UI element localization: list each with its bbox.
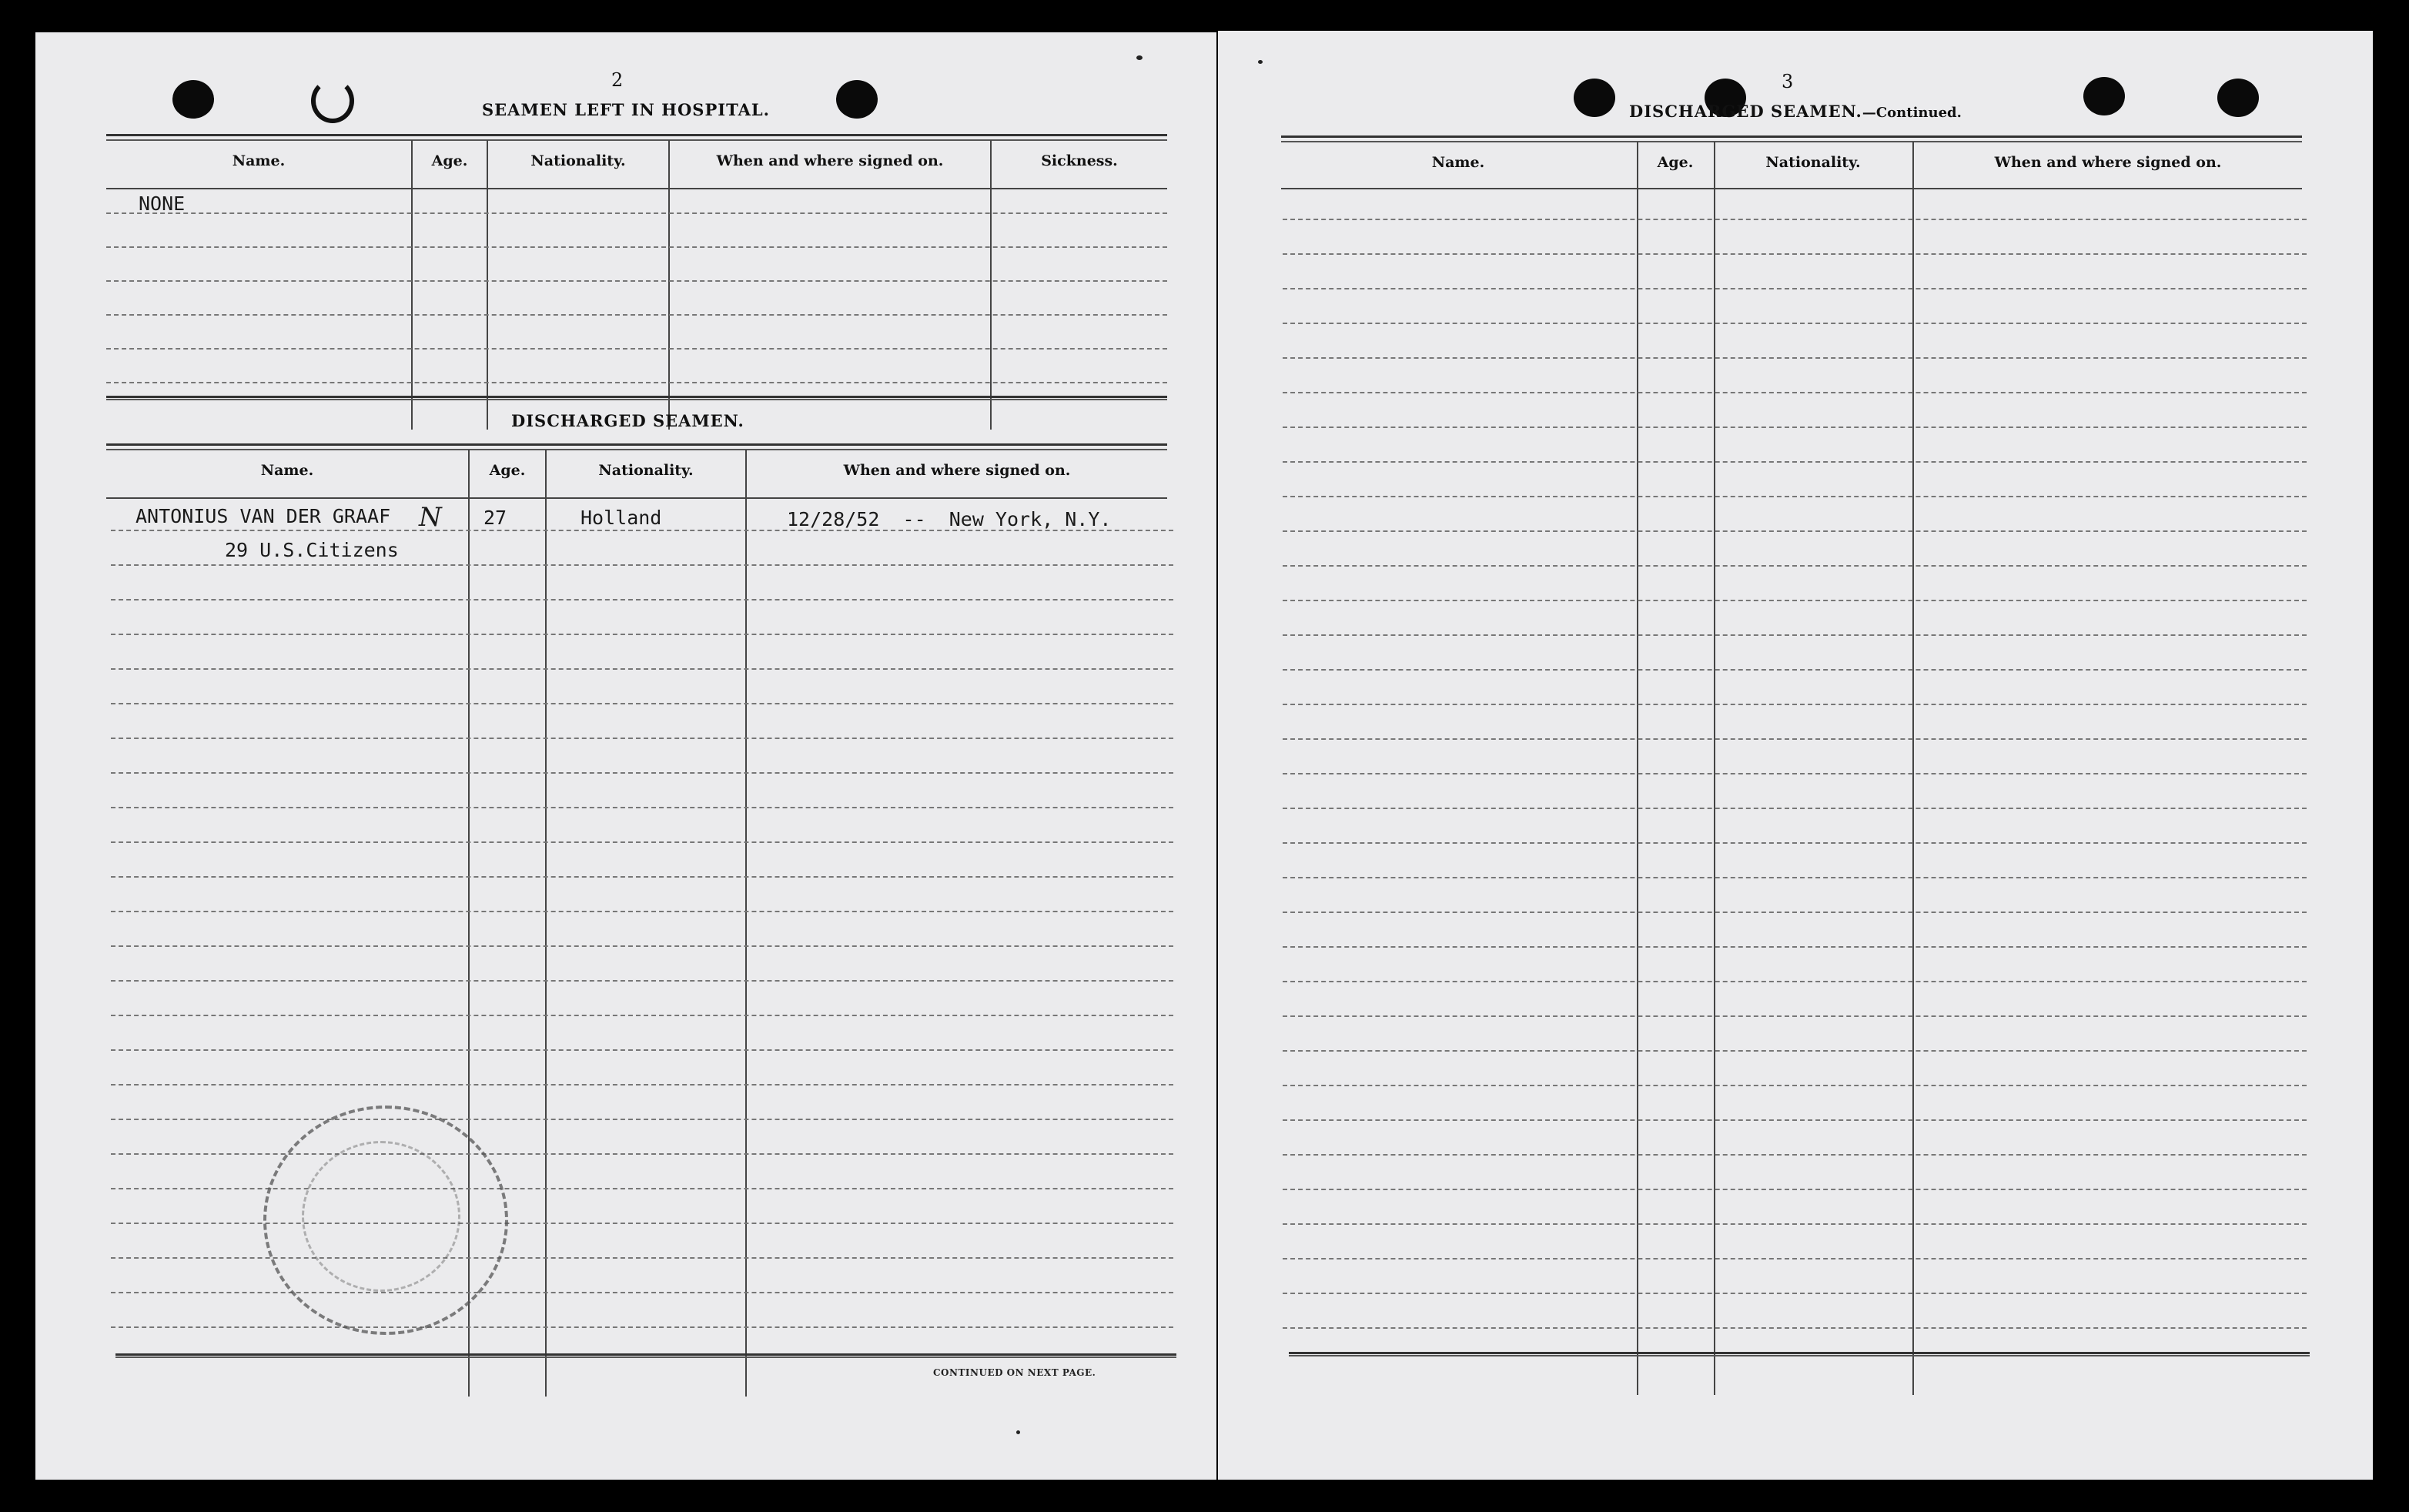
citizens-note: 29 U.S.Citizens bbox=[225, 539, 399, 561]
page-number: 2 bbox=[611, 69, 624, 91]
table-row bbox=[111, 772, 1173, 774]
title-main: DISCHARGED SEAMEN. bbox=[1629, 102, 1862, 121]
col-header-age: Age. bbox=[1657, 154, 1694, 171]
table-row bbox=[1283, 288, 2307, 289]
punch-hole bbox=[172, 80, 214, 119]
punch-hole bbox=[1574, 79, 1615, 117]
col-header-signed-on: When and where signed on. bbox=[716, 152, 944, 169]
header-underline bbox=[1281, 188, 2302, 189]
table-row bbox=[1283, 323, 2307, 324]
col-header-name: Name. bbox=[260, 462, 314, 479]
column-divider bbox=[1912, 142, 1914, 1395]
table-row bbox=[1283, 496, 2307, 497]
table-row bbox=[1283, 1258, 2307, 1259]
table-row bbox=[1283, 773, 2307, 774]
table-row bbox=[1283, 634, 2307, 636]
table-row bbox=[106, 280, 1167, 282]
ink-speck bbox=[1016, 1430, 1020, 1434]
table-row bbox=[1283, 253, 2307, 255]
discharged-section-title: DISCHARGED SEAMEN. bbox=[511, 411, 744, 430]
table-row bbox=[1283, 1154, 2307, 1156]
col-header-nationality: Nationality. bbox=[598, 462, 694, 479]
table-row bbox=[111, 668, 1173, 670]
table-row bbox=[1283, 427, 2307, 428]
right-page bbox=[1218, 31, 2373, 1480]
hospital-section-title: SEAMEN LEFT IN HOSPITAL. bbox=[482, 100, 770, 119]
seaman-name: ANTONIUS VAN DER GRAAF bbox=[136, 505, 391, 527]
table-row bbox=[1283, 461, 2307, 463]
seaman-age: 27 bbox=[483, 507, 507, 529]
table-row bbox=[1283, 946, 2307, 948]
hospital-header-underline bbox=[106, 188, 1167, 189]
col-header-name: Name. bbox=[232, 152, 286, 169]
table-row bbox=[1283, 530, 2307, 532]
page-number: 3 bbox=[1782, 71, 1794, 92]
hospital-bottom-rule bbox=[106, 396, 1167, 400]
bottom-rule bbox=[1289, 1352, 2310, 1356]
col-header-name: Name. bbox=[1431, 154, 1485, 171]
table-row bbox=[111, 703, 1173, 704]
table-row bbox=[111, 1326, 1173, 1328]
table-row bbox=[1283, 808, 2307, 809]
punch-hole bbox=[2083, 77, 2125, 115]
table-row bbox=[1283, 1189, 2307, 1190]
punch-hole bbox=[836, 80, 878, 119]
discharged-header-underline bbox=[106, 497, 1167, 499]
table-row bbox=[111, 634, 1173, 635]
table-row bbox=[111, 599, 1173, 600]
discharged-header-rule bbox=[106, 443, 1167, 450]
table-row bbox=[1283, 565, 2307, 567]
hospital-header-rule bbox=[106, 134, 1167, 141]
table-row bbox=[111, 1292, 1173, 1293]
col-header-sickness: Sickness. bbox=[1041, 152, 1118, 169]
left-page bbox=[35, 32, 1216, 1480]
seaman-signed-on: 12/28/52 -- New York, N.Y. bbox=[787, 508, 1112, 530]
hospital-entry: NONE bbox=[139, 192, 186, 215]
column-divider bbox=[990, 140, 992, 430]
col-header-age: Age. bbox=[489, 462, 526, 479]
table-row bbox=[111, 738, 1173, 739]
table-row bbox=[1283, 1293, 2307, 1294]
table-row bbox=[1283, 704, 2307, 705]
handwritten-mark: N bbox=[419, 502, 442, 533]
table-row bbox=[1283, 912, 2307, 913]
col-header-age: Age. bbox=[431, 152, 468, 169]
discharged-continued-title bbox=[1629, 102, 1962, 121]
discharged-bottom-rule bbox=[115, 1353, 1176, 1358]
seaman-nationality: Holland bbox=[581, 507, 662, 529]
table-row bbox=[1283, 738, 2307, 740]
table-row bbox=[111, 1049, 1173, 1051]
table-row bbox=[106, 246, 1167, 248]
table-row bbox=[1283, 1015, 2307, 1017]
table-row bbox=[111, 1015, 1173, 1016]
header-rule bbox=[1281, 135, 2302, 142]
title-suffix: —Continued. bbox=[1862, 105, 1962, 121]
table-row bbox=[1283, 219, 2307, 220]
table-row bbox=[106, 314, 1167, 316]
continued-note: CONTINUED ON NEXT PAGE. bbox=[933, 1367, 1096, 1378]
table-row bbox=[106, 382, 1167, 383]
table-row bbox=[111, 911, 1173, 912]
table-row bbox=[111, 564, 1173, 566]
table-row bbox=[111, 876, 1173, 878]
column-divider bbox=[411, 140, 413, 430]
table-row bbox=[1283, 1119, 2307, 1121]
table-row bbox=[111, 841, 1173, 843]
table-row bbox=[1283, 842, 2307, 844]
table-row bbox=[111, 1119, 1173, 1120]
punch-hole bbox=[2217, 79, 2259, 117]
table-row bbox=[1283, 600, 2307, 601]
table-row bbox=[1283, 981, 2307, 982]
col-header-signed-on: When and where signed on. bbox=[1994, 154, 2222, 171]
table-row bbox=[1283, 1050, 2307, 1052]
table-row bbox=[111, 980, 1173, 982]
table-row bbox=[111, 945, 1173, 947]
column-divider bbox=[545, 450, 547, 1397]
column-divider bbox=[487, 140, 488, 430]
table-row bbox=[111, 530, 1173, 531]
table-row bbox=[1283, 1327, 2307, 1329]
column-divider bbox=[668, 140, 670, 430]
table-row bbox=[1283, 392, 2307, 393]
column-divider bbox=[745, 450, 747, 1397]
table-row bbox=[1283, 669, 2307, 671]
table-row bbox=[111, 807, 1173, 808]
table-row bbox=[1283, 357, 2307, 359]
table-row bbox=[111, 1153, 1173, 1155]
col-header-nationality: Nationality. bbox=[530, 152, 626, 169]
table-row bbox=[111, 1084, 1173, 1085]
table-row bbox=[106, 212, 1167, 214]
table-row bbox=[1283, 1223, 2307, 1225]
table-row bbox=[106, 348, 1167, 350]
ink-speck bbox=[1136, 55, 1143, 60]
col-header-nationality: Nationality. bbox=[1765, 154, 1861, 171]
official-stamp-inner bbox=[302, 1141, 460, 1292]
column-divider bbox=[1637, 142, 1638, 1395]
column-divider bbox=[1714, 142, 1715, 1395]
table-row bbox=[1283, 877, 2307, 878]
punch-hole bbox=[311, 79, 354, 123]
ink-speck bbox=[1258, 60, 1263, 64]
table-row bbox=[1283, 1085, 2307, 1086]
col-header-signed-on: When and where signed on. bbox=[843, 462, 1071, 479]
